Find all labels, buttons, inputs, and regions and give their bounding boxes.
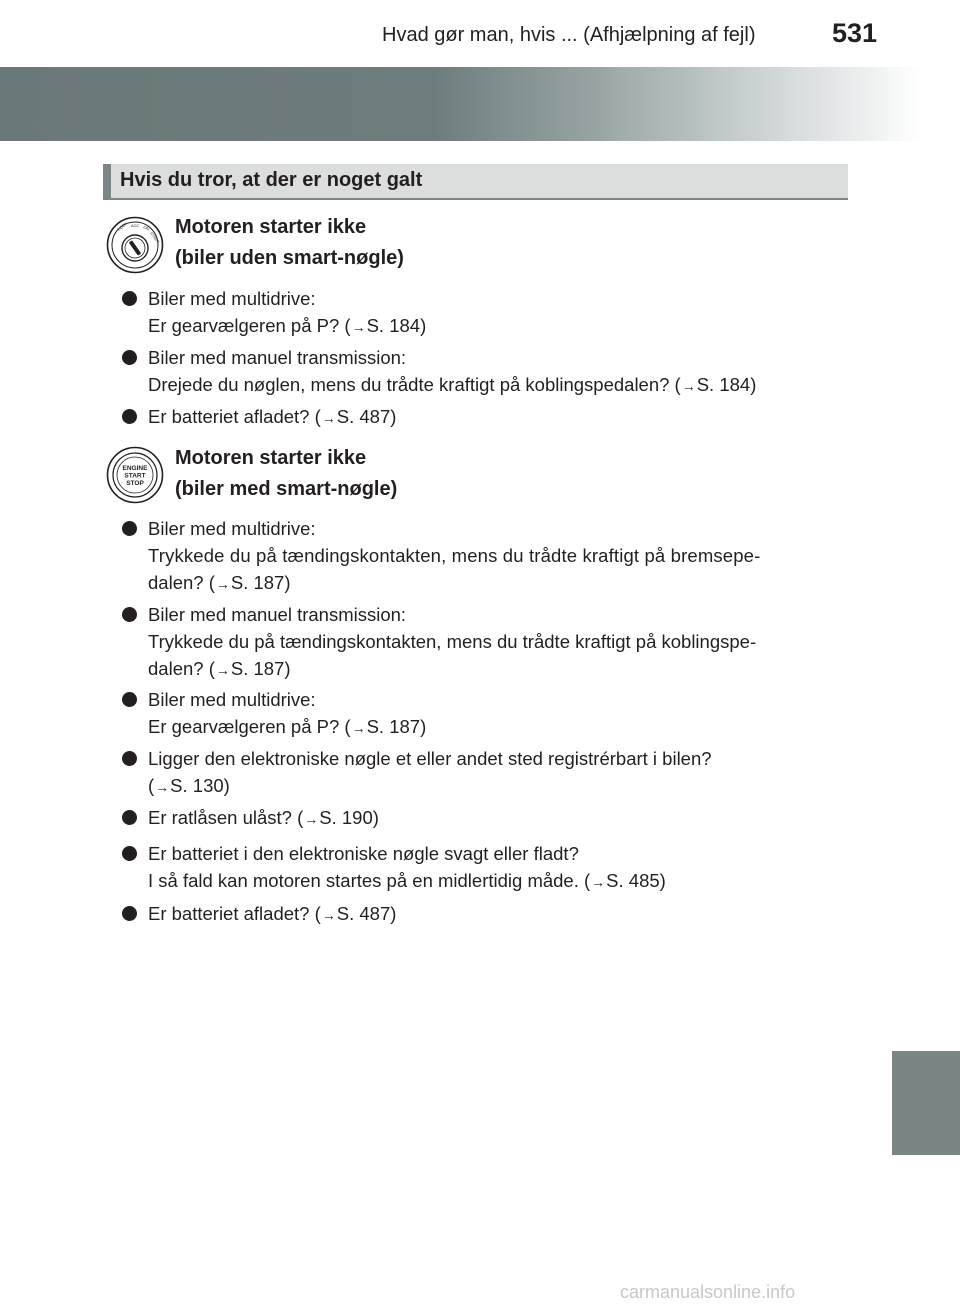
block1-title-line2: (biler uden smart-nøgle): [175, 247, 404, 269]
page-reference-link: S. 187): [366, 716, 427, 737]
list-item-line: Drejede du nøglen, mens du trådte kraftigt på koblingspedalen? (: [148, 374, 681, 395]
list-item-line: Er gearvælgeren på P? (: [148, 315, 351, 336]
bullet-icon: [122, 751, 137, 766]
page-reference-link: S. 130): [170, 775, 230, 796]
arrow-right-icon: →: [215, 576, 230, 592]
arrow-right-icon: →: [681, 378, 696, 394]
bullet-icon: [122, 846, 137, 861]
list-item: [122, 344, 852, 400]
section-heading: [103, 164, 848, 200]
list-item: [122, 601, 852, 684]
list-item-line: Biler med multidrive:: [148, 689, 316, 710]
arrow-right-icon: →: [321, 410, 336, 426]
watermark: carmanualsonline.info: [620, 1282, 796, 1302]
list-item-line: dalen? (: [148, 572, 215, 593]
list-item-line: Biler med manuel transmission:: [148, 604, 407, 625]
bullet-icon: [122, 291, 137, 306]
page-reference-link: S. 487): [336, 903, 397, 924]
icon-text: START: [124, 472, 146, 480]
svg-text:ON: ON: [142, 224, 151, 232]
svg-text:LOCK: LOCK: [116, 220, 128, 232]
list-item-line: dalen? (: [148, 658, 215, 679]
list-item-line: Er batteriet afladet? (: [148, 903, 321, 924]
list-item-line: (: [148, 775, 155, 796]
list-item-line: Er batteriet afladet? (: [148, 406, 321, 427]
arrow-right-icon: →: [351, 720, 366, 736]
header-band: [0, 67, 960, 141]
bullet-icon: [122, 906, 137, 921]
bullet-icon: [122, 409, 137, 424]
page-reference-link: S. 190): [319, 807, 379, 828]
block2-title: [175, 443, 397, 505]
list-item: [122, 745, 852, 801]
engine-start-stop-button-icon: [106, 446, 164, 504]
section-heading-text: Hvis du tror, at der er noget galt: [120, 169, 423, 191]
icon-text: ENGINE: [122, 465, 148, 472]
arrow-right-icon: →: [321, 907, 336, 923]
bullet-icon: [122, 607, 137, 622]
arrow-right-icon: →: [591, 874, 606, 890]
list-item: [122, 840, 852, 896]
page-reference-link: S. 184): [366, 315, 427, 336]
bullet-icon: [122, 692, 137, 707]
svg-text:ACC: ACC: [131, 223, 140, 228]
list-item-line: Biler med multidrive:: [148, 288, 316, 309]
list-item-line: I så fald kan motoren startes på en midlertidig måde. (: [148, 870, 591, 891]
page-reference-link: S. 184): [696, 374, 757, 395]
page-reference-link: S. 187): [230, 658, 291, 679]
bullet-icon: [122, 350, 137, 365]
list-item: [122, 403, 852, 432]
arrow-right-icon: →: [155, 779, 170, 795]
running-header-title: Hvad gør man, hvis ... (Afhjælpning af fejl): [382, 24, 756, 46]
block2-title-line1: Motoren starter ikke: [175, 447, 367, 469]
svg-text:START: START: [149, 230, 161, 245]
block1-title: [175, 212, 404, 274]
page-reference-link: S. 187): [230, 572, 291, 593]
list-item-line: Er batteriet i den elektroniske nøgle svagt eller fladt?: [148, 843, 579, 864]
list-item-line: Ligger den elektroniske nøgle et eller andet sted registrérbart i bilen?: [148, 748, 712, 769]
bullet-icon: [122, 810, 137, 825]
arrow-right-icon: →: [351, 319, 366, 335]
list-item-line: Trykkede du på tændingskontakten, mens du trådte kraftigt på koblingspe-: [148, 631, 757, 652]
list-item-line: Er ratlåsen ulåst? (: [148, 807, 304, 828]
list-item-line: Biler med manuel transmission:: [148, 347, 407, 368]
block2-title-line2: (biler med smart-nøgle): [175, 478, 398, 500]
ignition-key-cylinder-icon: [106, 216, 164, 274]
list-item: [122, 804, 852, 833]
block1-title-line1: Motoren starter ikke: [175, 216, 367, 238]
icon-text: STOP: [126, 480, 144, 487]
list-item: [122, 515, 852, 598]
chapter-thumb-tab: [892, 1051, 960, 1155]
list-item-line: Trykkede du på tændingskontakten, mens du trådte kraftigt på bremsepe-: [148, 545, 761, 566]
page-number: 531: [832, 18, 878, 48]
page-reference-link: S. 485): [606, 870, 666, 891]
list-item-line: Biler med multidrive:: [148, 518, 316, 539]
list-item-line: Er gearvælgeren på P? (: [148, 716, 351, 737]
list-item: [122, 285, 852, 341]
arrow-right-icon: →: [215, 662, 230, 678]
list-item: [122, 900, 852, 929]
page-reference-link: S. 487): [336, 406, 397, 427]
list-item: [122, 686, 852, 742]
arrow-right-icon: →: [304, 811, 319, 827]
bullet-icon: [122, 521, 137, 536]
